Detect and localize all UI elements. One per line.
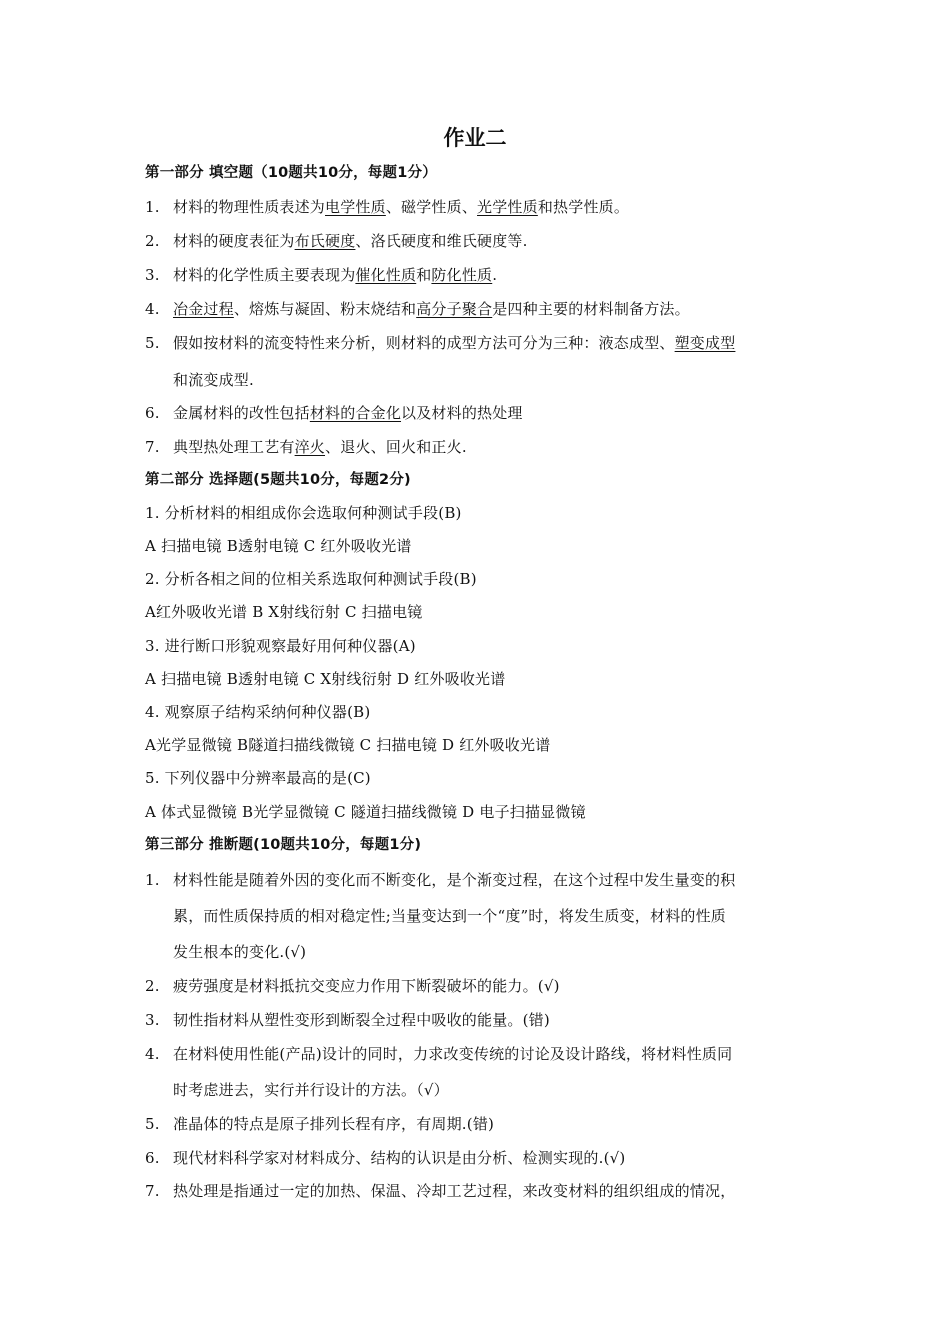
answer-underlined: 塑变成型 [674,334,736,352]
part3-question-4 [145,1044,732,1064]
part2-question-3-options: A 扫描电镜 B透射电镜 C X射线衍射 D 红外吸收光谱 [145,670,506,688]
part1-question-1 [145,197,629,217]
question-number: 6. [145,1149,160,1167]
question-number: 3. [145,266,160,284]
answer-underlined: 高分子聚合 [416,300,493,318]
part3-question-6 [145,1148,625,1168]
question-number: 6. [145,404,160,422]
answer-underlined: 防化性质 [431,266,493,284]
question-number: 5. [145,334,160,352]
question-number: 5. [145,1115,160,1133]
part3-question-3 [145,1010,550,1030]
question-number: 3. [145,1011,160,1029]
part2-question-4: 4. 观察原子结构采纳何种仪器(B) [145,703,371,721]
part3-question-1-line-3: 发生根本的变化.(√) [173,943,307,961]
question-number: 4. [145,300,160,318]
question-text: 疲劳强度是材料抵抗交变应力作用下断裂破坏的能力。(√) [173,977,560,995]
question-text: 准晶体的特点是原子排列长程有序，有周期.(错) [173,1115,495,1133]
question-text: 、磁学性质、 [385,198,478,216]
question-text: 材料性能是随着外因的变化而不断变化，是个渐变过程，在这个过程中发生量变的积 [173,871,736,889]
answer-underlined: 材料的合金化 [309,404,402,422]
part1-question-5-continued: 和流变成型. [173,371,254,389]
question-text: 金属材料的改性包括 [173,404,310,422]
question-text: 现代材料科学家对材料成分、结构的认识是由分析、检测实现的.(√) [173,1149,626,1167]
part1-heading: 第一部分 填空题（10题共10分，每题1分） [145,165,437,181]
part2-question-2: 2. 分析各相之间的位相关系选取何种测试手段(B) [145,570,477,588]
part3-question-4-line-2: 时考虑进去，实行并行设计的方法。（√） [173,1081,449,1099]
answer-underlined: 催化性质 [355,266,417,284]
question-text: 、退火、回火和正火. [325,438,467,456]
part2-question-1: 1. 分析材料的相组成你会选取何种测试手段(B) [145,504,462,522]
question-text: 是四种主要的材料制备方法。 [492,300,690,318]
question-number: 1. [145,871,160,889]
part3-heading: 第三部分 推断题(10题共10分，每题1分) [145,837,422,853]
part3-question-1-line-2: 累，而性质保持质的相对稳定性;当量变达到一个“度”时，将发生质变，材料的性质 [173,907,726,925]
part1-question-6 [145,403,523,423]
part2-question-3: 3. 进行断口形貌观察最好用何种仪器(A) [145,637,416,655]
part2-question-5: 5. 下列仪器中分辨率最高的是(C) [145,769,371,787]
part3-question-1 [145,870,735,890]
question-text: 材料的化学性质主要表现为 [173,266,356,284]
question-text: 以及材料的热处理 [401,404,523,422]
question-text: 和 [416,266,432,284]
part3-question-7 [145,1181,735,1201]
part2-question-4-options: A光学显微镜 B隧道扫描线微镜 C 扫描电镜 D 红外吸收光谱 [145,736,551,754]
part2-question-5-options: A 体式显微镜 B光学显微镜 C 隧道扫描线微镜 D 电子扫描显微镜 [145,803,586,821]
question-number: 7. [145,1182,160,1200]
question-text: 典型热处理工艺有 [173,438,295,456]
part2-heading: 第二部分 选择题(5题共10分，每题2分) [145,472,411,488]
part2-question-1-options: A 扫描电镜 B透射电镜 C 红外吸收光谱 [145,537,412,555]
question-text: . [492,266,498,284]
part1-question-2 [145,231,528,251]
page-title: 作业二 [443,126,507,150]
part1-question-7 [145,437,467,457]
question-text: 材料的硬度表征为 [173,232,295,250]
part3-question-2 [145,976,560,996]
question-number: 2. [145,977,160,995]
answer-underlined: 电学性质 [325,198,386,216]
question-text: 假如按材料的流变特性来分析，则材料的成型方法可分为三种：液态成型、 [173,334,675,352]
question-number: 4. [145,1045,160,1063]
question-text: 和热学性质。 [537,198,630,216]
part1-question-3 [145,265,497,285]
question-text: 韧性指材料从塑性变形到断裂全过程中吸收的能量。(错) [173,1011,550,1029]
part3-question-5 [145,1114,494,1134]
part1-question-4 [145,299,690,319]
question-number: 1. [145,198,160,216]
part1-question-5 [145,333,735,353]
question-text: 在材料使用性能(产品)设计的同时，力求改变传统的讨论及设计路线，将材料性质同 [173,1045,733,1063]
answer-underlined: 光学性质 [477,198,538,216]
question-text: 、洛氏硬度和维氏硬度等. [355,232,528,250]
question-number: 2. [145,232,160,250]
part2-question-2-options: A红外吸收光谱 B X射线衍射 C 扫描电镜 [145,603,423,621]
answer-underlined: 淬火 [294,438,326,456]
answer-underlined: 布氏硬度 [294,232,356,250]
question-number: 7. [145,438,160,456]
answer-underlined: 冶金过程 [173,300,234,318]
question-text: 材料的物理性质表述为 [173,198,326,216]
question-text: 、熔炼与凝固、粉末烧结和 [233,300,417,318]
question-text: 热处理是指通过一定的加热、保温、冷却工艺过程，来改变材料的组织组成的情况， [173,1182,736,1200]
